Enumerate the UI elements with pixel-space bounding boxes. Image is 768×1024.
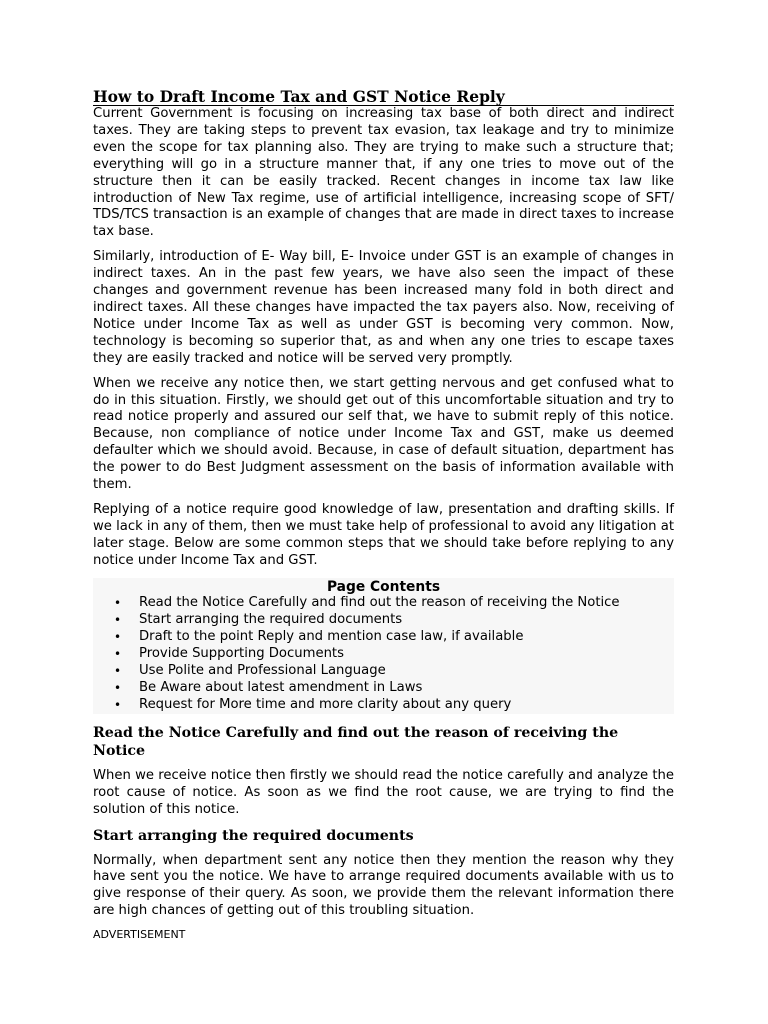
toc-item[interactable] — [114, 646, 674, 663]
intro-paragraph: Replying of a notice require good knowledge of law, presentation and drafting skills. If we lack in any of them, then we must take help of professional to avoid any litigation at later stage. Below are some common steps that we should take before replying to any notice under Income Tax and GST. — [93, 501, 674, 568]
page-title: How to Draft Income Tax and GST Notice Reply — [93, 89, 674, 106]
toc-item-label: Be Aware about latest amendment in Laws — [139, 680, 423, 695]
toc-item[interactable] — [114, 696, 674, 714]
toc-item-label: Provide Supporting Documents — [139, 646, 344, 662]
page-contents-heading: Page Contents — [326, 578, 441, 595]
bullet-icon: • — [114, 630, 122, 645]
bullet-icon: • — [114, 613, 122, 628]
bullet-icon: • — [114, 596, 122, 611]
section-body: Normally, when department sent any notice then they mention the reason why they have sent you the notice. We have to arrange required documents available with us to give response of their query. As soon, we provide them the relevant information there are high chances of getting out of this troubling situation. — [93, 852, 674, 919]
toc-item[interactable] — [114, 663, 674, 680]
advertisement-label: ADVERTISEMENT — [93, 928, 186, 942]
toc-item[interactable] — [114, 629, 674, 646]
page-contents — [93, 578, 674, 714]
toc-item-label: Read the Notice Carefully and find out the reason of receiving the Notice — [139, 595, 620, 611]
toc-item[interactable] — [114, 595, 674, 612]
toc-item-label: Request for More time and more clarity about any query — [139, 696, 512, 712]
bullet-icon: • — [114, 647, 122, 662]
intro-paragraph: Current Government is focusing on increasing tax base of both direct and indirect taxes. They are taking steps to prevent tax evasion, tax leakage and try to minimize even the scope for tax planning also. They are trying to make such a structure that; everything will go in a structure manner that, if any one tries to move out of the structure then it can be easily tracked. Recent changes in income tax law like introduction of New Tax regime, use of artificial intelligence, increasing scope of SFT/ TDS/TCS transaction is an example of changes that are made in direct taxes to increase tax base. — [93, 106, 674, 240]
page-contents-list — [93, 595, 674, 713]
section-body: When we receive notice then firstly we should read the notice carefully and analyze the root cause of notice. As soon as we find the root cause, we are trying to find the solution of this notice. — [93, 767, 674, 817]
toc-item[interactable] — [114, 680, 674, 697]
article — [93, 89, 674, 942]
section-heading: Start arranging the required documents — [93, 827, 414, 844]
bullet-icon: • — [114, 697, 122, 712]
toc-item-label: Use Polite and Professional Language — [139, 663, 386, 679]
bullet-icon: • — [114, 664, 122, 679]
intro-paragraph: Similarly, introduction of E- Way bill, E- Invoice under GST is an example of changes in indirect taxes. An in the past few years, we have also seen the impact of these changes and government revenue has been increased many fold in both direct and indirect taxes. All these changes have impacted the tax payers also. Now, receiving of Notice under Income Tax as well as under GST is becoming very common. Now, technology is becoming so superior that, as and when any one tries to escape taxes they are easily tracked and notice will be served very promptly. — [93, 249, 674, 366]
section-heading: Read the Notice Carefully and find out the reason of receiving the Notice — [93, 724, 619, 759]
toc-item[interactable] — [114, 612, 674, 629]
intro-paragraph: When we receive any notice then, we start getting nervous and get confused what to do in this situation. Firstly, we should get out of this uncomfortable situation and try to read notice properly and assured our self that, we have to submit reply of this notice. Because, non compliance of notice under Income Tax and GST, make us deemed defaulter which we should avoid. Because, in case of default situation, department has the power to do Best Judgment assessment on the basis of information available with them. — [93, 375, 674, 493]
toc-item-label: Draft to the point Reply and mention case law, if available — [139, 629, 524, 645]
bullet-icon: • — [114, 681, 122, 695]
toc-item-label: Start arranging the required documents — [139, 612, 403, 628]
